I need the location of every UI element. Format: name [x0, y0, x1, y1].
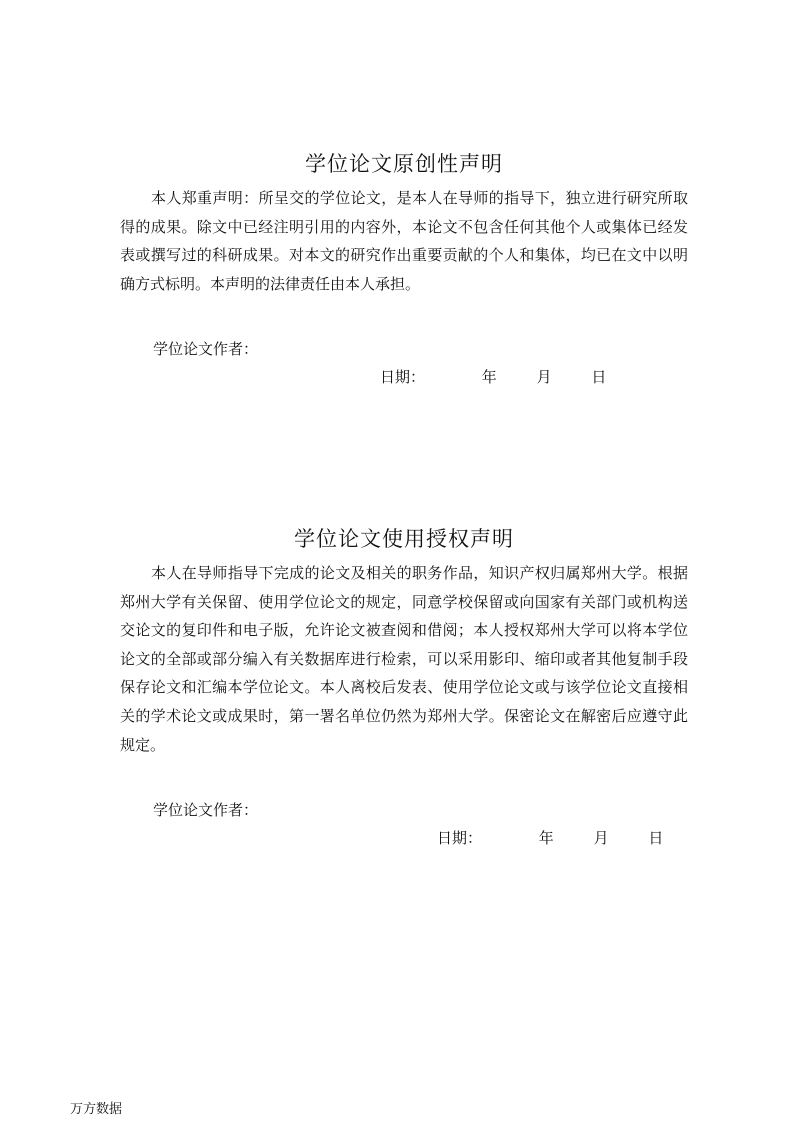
authorization-month-label: 月: [593, 829, 609, 847]
authorization-section: [120, 523, 688, 759]
originality-month-label: 月: [536, 368, 552, 386]
originality-date-row: [380, 366, 606, 387]
authorization-author-label: 学位论文作者：: [153, 801, 259, 819]
authorization-body: 本人在导师指导下完成的论文及相关的职务作品，知识产权归属郑州大学。根据郑州大学有关保留、使用学位论文的规定，同意学校保留或向国家有关部门或机构送交论文的复印件和电子版，允许论文被查阅和借阅；本人授权郑州大学可以将本学位论文的全部或部分编入有关数据库进行检索，可以采用影印、缩印或者其他复制手段保存论文和汇编本学位论文。本人离校后发表、使用学位论文或与该学位论文直接相关的学术论文或成果时，第一署名单位仍然为郑州大学。保密论文在解密后应遵守此规定。: [120, 564, 688, 754]
originality-title: 学位论文原创性声明: [305, 152, 503, 176]
footer-watermark: 万方数据: [70, 1102, 123, 1117]
authorization-date-label: 日期：: [437, 829, 483, 847]
authorization-title: 学位论文使用授权声明: [294, 527, 514, 551]
authorization-year-label: 年: [538, 829, 554, 847]
originality-author-label: 学位论文作者：: [153, 340, 259, 358]
originality-date-label: 日期：: [380, 368, 426, 386]
originality-year-label: 年: [481, 368, 497, 386]
originality-day-label: 日: [591, 368, 607, 386]
authorization-date-row: [437, 827, 663, 848]
originality-section: [120, 148, 688, 298]
authorization-day-label: 日: [648, 829, 664, 847]
originality-body: 本人郑重声明：所呈交的学位论文，是本人在导师的指导下，独立进行研究所取得的成果。除文中已经注明引用的内容外，本论文不包含任何其他个人或集体已经发表或撰写过的科研成果。对本文的研究作出重要贡献的个人和集体，均已在文中以明确方式标明。本声明的法律责任由本人承担。: [120, 189, 688, 293]
